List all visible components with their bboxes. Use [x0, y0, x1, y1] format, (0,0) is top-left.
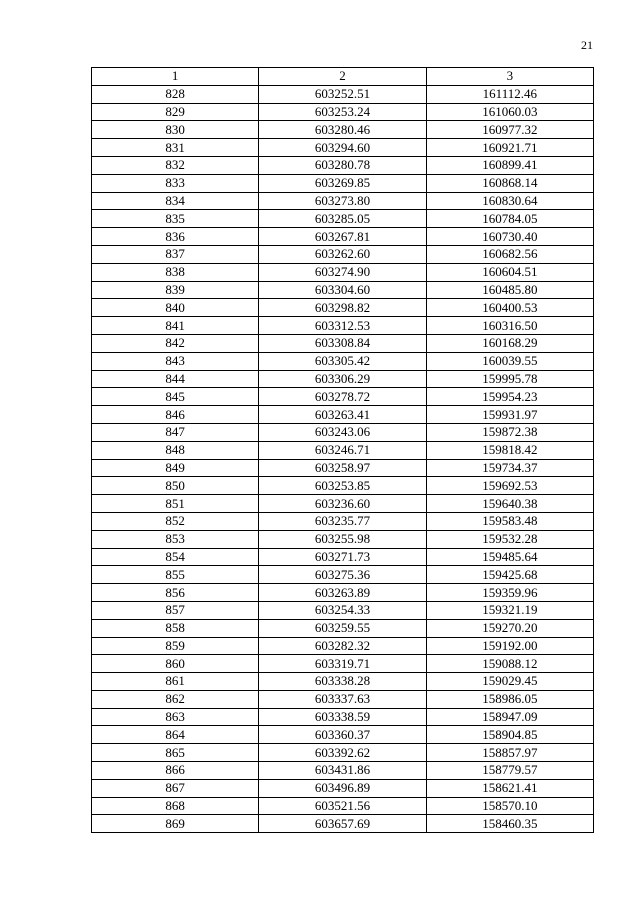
y-coordinate-cell: 160830.64 [426, 192, 593, 210]
x-coordinate-cell: 603306.29 [259, 370, 426, 388]
table-row [92, 690, 594, 708]
x-coordinate-cell: 603285.05 [259, 210, 426, 228]
x-coordinate-cell: 603338.59 [259, 708, 426, 726]
x-coordinate-cell: 603263.41 [259, 406, 426, 424]
y-coordinate-cell: 159485.64 [426, 548, 593, 566]
y-coordinate-cell: 158460.35 [426, 815, 593, 833]
point-number-cell: 848 [92, 441, 259, 459]
point-number-cell: 844 [92, 370, 259, 388]
table-row [92, 210, 594, 228]
y-coordinate-cell: 160604.51 [426, 263, 593, 281]
y-coordinate-cell: 159270.20 [426, 619, 593, 637]
table-row [92, 103, 594, 121]
point-number-cell: 841 [92, 317, 259, 335]
x-coordinate-cell: 603252.51 [259, 85, 426, 103]
y-coordinate-cell: 158621.41 [426, 779, 593, 797]
x-coordinate-cell: 603235.77 [259, 512, 426, 530]
x-coordinate-cell: 603282.32 [259, 637, 426, 655]
column-header: 1 [92, 68, 259, 86]
point-number-cell: 843 [92, 352, 259, 370]
table-row [92, 423, 594, 441]
x-coordinate-cell: 603278.72 [259, 388, 426, 406]
point-number-cell: 858 [92, 619, 259, 637]
x-coordinate-cell: 603360.37 [259, 726, 426, 744]
table-row [92, 797, 594, 815]
table-row [92, 762, 594, 780]
table-row [92, 192, 594, 210]
x-coordinate-cell: 603269.85 [259, 174, 426, 192]
y-coordinate-cell: 158986.05 [426, 690, 593, 708]
y-coordinate-cell: 158904.85 [426, 726, 593, 744]
y-coordinate-cell: 159583.48 [426, 512, 593, 530]
x-coordinate-cell: 603431.86 [259, 762, 426, 780]
x-coordinate-cell: 603236.60 [259, 495, 426, 513]
point-number-cell: 834 [92, 192, 259, 210]
y-coordinate-cell: 159872.38 [426, 423, 593, 441]
x-coordinate-cell: 603253.85 [259, 477, 426, 495]
x-coordinate-cell: 603254.33 [259, 601, 426, 619]
column-header: 2 [259, 68, 426, 86]
x-coordinate-cell: 603338.28 [259, 673, 426, 691]
x-coordinate-cell: 603496.89 [259, 779, 426, 797]
point-number-cell: 857 [92, 601, 259, 619]
y-coordinate-cell: 160868.14 [426, 174, 593, 192]
x-coordinate-cell: 603258.97 [259, 459, 426, 477]
table-row [92, 566, 594, 584]
point-number-cell: 835 [92, 210, 259, 228]
point-number-cell: 861 [92, 673, 259, 691]
table-row [92, 495, 594, 513]
table-row [92, 584, 594, 602]
page-number: 21 [581, 38, 593, 52]
y-coordinate-cell: 159692.53 [426, 477, 593, 495]
table-row [92, 726, 594, 744]
table-row [92, 406, 594, 424]
x-coordinate-cell: 603280.78 [259, 156, 426, 174]
y-coordinate-cell: 159425.68 [426, 566, 593, 584]
x-coordinate-cell: 603246.71 [259, 441, 426, 459]
point-number-cell: 852 [92, 512, 259, 530]
y-coordinate-cell: 159995.78 [426, 370, 593, 388]
table-row [92, 370, 594, 388]
y-coordinate-cell: 159321.19 [426, 601, 593, 619]
x-coordinate-cell: 603304.60 [259, 281, 426, 299]
table-row [92, 673, 594, 691]
point-number-cell: 830 [92, 121, 259, 139]
y-coordinate-cell: 160400.53 [426, 299, 593, 317]
point-number-cell: 837 [92, 245, 259, 263]
y-coordinate-cell: 160682.56 [426, 245, 593, 263]
point-number-cell: 869 [92, 815, 259, 833]
x-coordinate-cell: 603262.60 [259, 245, 426, 263]
y-coordinate-cell: 159192.00 [426, 637, 593, 655]
x-coordinate-cell: 603259.55 [259, 619, 426, 637]
table-row [92, 637, 594, 655]
point-number-cell: 862 [92, 690, 259, 708]
point-number-cell: 842 [92, 334, 259, 352]
x-coordinate-cell: 603273.80 [259, 192, 426, 210]
point-number-cell: 829 [92, 103, 259, 121]
point-number-cell: 833 [92, 174, 259, 192]
y-coordinate-cell: 159818.42 [426, 441, 593, 459]
y-coordinate-cell: 160899.41 [426, 156, 593, 174]
table-row [92, 744, 594, 762]
y-coordinate-cell: 158779.57 [426, 762, 593, 780]
point-number-cell: 828 [92, 85, 259, 103]
point-number-cell: 831 [92, 139, 259, 157]
table-header-row [92, 68, 594, 86]
table-row [92, 299, 594, 317]
x-coordinate-cell: 603392.62 [259, 744, 426, 762]
table-row [92, 477, 594, 495]
x-coordinate-cell: 603521.56 [259, 797, 426, 815]
point-number-cell: 859 [92, 637, 259, 655]
point-number-cell: 867 [92, 779, 259, 797]
table-row [92, 708, 594, 726]
point-number-cell: 846 [92, 406, 259, 424]
x-coordinate-cell: 603243.06 [259, 423, 426, 441]
table-row [92, 530, 594, 548]
table-row [92, 655, 594, 673]
y-coordinate-cell: 158857.97 [426, 744, 593, 762]
y-coordinate-cell: 158947.09 [426, 708, 593, 726]
table-row [92, 459, 594, 477]
table-row [92, 512, 594, 530]
point-number-cell: 860 [92, 655, 259, 673]
y-coordinate-cell: 159734.37 [426, 459, 593, 477]
y-coordinate-cell: 160784.05 [426, 210, 593, 228]
point-number-cell: 836 [92, 228, 259, 246]
y-coordinate-cell: 159029.45 [426, 673, 593, 691]
point-number-cell: 850 [92, 477, 259, 495]
table-row [92, 139, 594, 157]
x-coordinate-cell: 603274.90 [259, 263, 426, 281]
point-number-cell: 849 [92, 459, 259, 477]
y-coordinate-cell: 158570.10 [426, 797, 593, 815]
table-row [92, 228, 594, 246]
point-number-cell: 845 [92, 388, 259, 406]
point-number-cell: 865 [92, 744, 259, 762]
x-coordinate-cell: 603294.60 [259, 139, 426, 157]
x-coordinate-cell: 603275.36 [259, 566, 426, 584]
table-row [92, 121, 594, 139]
x-coordinate-cell: 603308.84 [259, 334, 426, 352]
table-row [92, 174, 594, 192]
table-row [92, 779, 594, 797]
point-number-cell: 832 [92, 156, 259, 174]
y-coordinate-cell: 159532.28 [426, 530, 593, 548]
table-row [92, 245, 594, 263]
table-row [92, 352, 594, 370]
table-row [92, 601, 594, 619]
point-number-cell: 868 [92, 797, 259, 815]
x-coordinate-cell: 603298.82 [259, 299, 426, 317]
table-row [92, 619, 594, 637]
y-coordinate-cell: 159931.97 [426, 406, 593, 424]
x-coordinate-cell: 603319.71 [259, 655, 426, 673]
y-coordinate-cell: 160039.55 [426, 352, 593, 370]
table-body [92, 85, 594, 832]
y-coordinate-cell: 161112.46 [426, 85, 593, 103]
y-coordinate-cell: 159359.96 [426, 584, 593, 602]
point-number-cell: 863 [92, 708, 259, 726]
x-coordinate-cell: 603305.42 [259, 352, 426, 370]
point-number-cell: 847 [92, 423, 259, 441]
y-coordinate-cell: 161060.03 [426, 103, 593, 121]
x-coordinate-cell: 603312.53 [259, 317, 426, 335]
point-number-cell: 851 [92, 495, 259, 513]
y-coordinate-cell: 160977.32 [426, 121, 593, 139]
y-coordinate-cell: 160316.50 [426, 317, 593, 335]
point-number-cell: 838 [92, 263, 259, 281]
y-coordinate-cell: 160485.80 [426, 281, 593, 299]
y-coordinate-cell: 159088.12 [426, 655, 593, 673]
x-coordinate-cell: 603280.46 [259, 121, 426, 139]
table-row [92, 815, 594, 833]
point-number-cell: 839 [92, 281, 259, 299]
table-row [92, 156, 594, 174]
point-number-cell: 853 [92, 530, 259, 548]
table-row [92, 263, 594, 281]
table-row [92, 281, 594, 299]
point-number-cell: 866 [92, 762, 259, 780]
point-number-cell: 855 [92, 566, 259, 584]
column-header: 3 [426, 68, 593, 86]
table-row [92, 334, 594, 352]
x-coordinate-cell: 603337.63 [259, 690, 426, 708]
y-coordinate-cell: 159640.38 [426, 495, 593, 513]
y-coordinate-cell: 160730.40 [426, 228, 593, 246]
coordinates-table [91, 67, 594, 833]
x-coordinate-cell: 603253.24 [259, 103, 426, 121]
table-row [92, 317, 594, 335]
table-row [92, 388, 594, 406]
x-coordinate-cell: 603263.89 [259, 584, 426, 602]
x-coordinate-cell: 603657.69 [259, 815, 426, 833]
y-coordinate-cell: 160168.29 [426, 334, 593, 352]
point-number-cell: 856 [92, 584, 259, 602]
table-row [92, 441, 594, 459]
y-coordinate-cell: 159954.23 [426, 388, 593, 406]
x-coordinate-cell: 603271.73 [259, 548, 426, 566]
point-number-cell: 854 [92, 548, 259, 566]
point-number-cell: 864 [92, 726, 259, 744]
table-row [92, 85, 594, 103]
x-coordinate-cell: 603255.98 [259, 530, 426, 548]
table-row [92, 548, 594, 566]
point-number-cell: 840 [92, 299, 259, 317]
y-coordinate-cell: 160921.71 [426, 139, 593, 157]
x-coordinate-cell: 603267.81 [259, 228, 426, 246]
